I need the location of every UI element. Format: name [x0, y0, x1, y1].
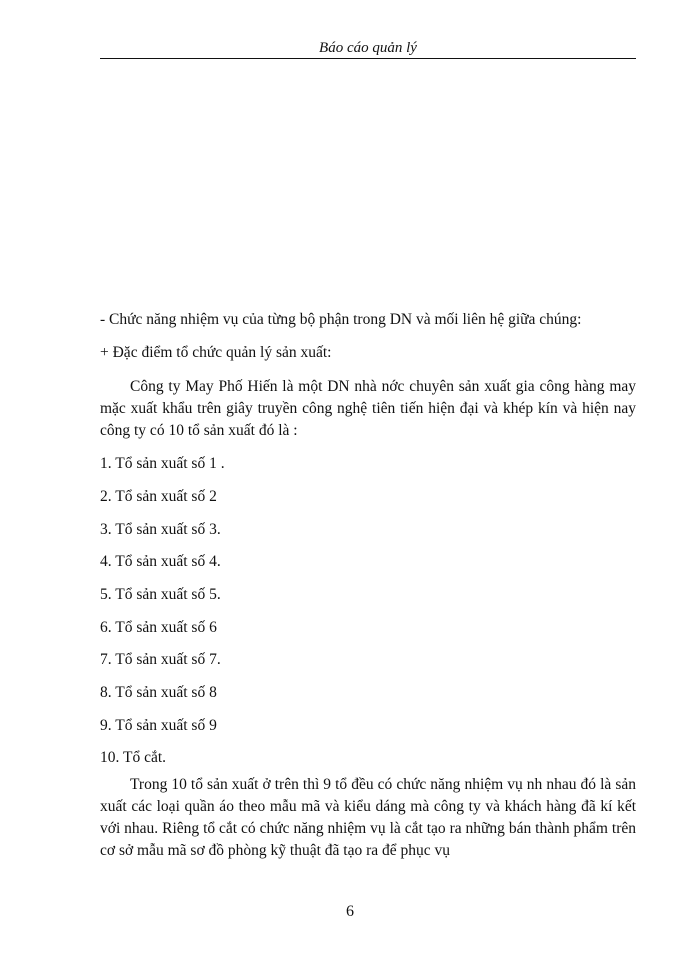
list-item: 3. Tổ sản xuất số 3. [100, 521, 221, 538]
page-number: 6 [346, 903, 354, 920]
list-item: 10. Tổ cắt. [100, 749, 167, 766]
list-item: 5. Tổ sản xuất số 5. [100, 586, 221, 603]
closing-paragraph: Trong 10 tổ sản xuất ở trên thì 9 tổ đều có chức năng nhiệm vụ nh nhau đó là sản xuất các loại quần áo theo mẫu mã và kiểu dáng mà công ty và khách hàng đã kí kết với nhau. Riêng tổ cắt có chức năng nhiệm vụ là cắt tạo ra những bán thành phẩm trên cơ sở mẫu mã sơ đồ phòng kỹ thuật đã tạo ra để phục vụ [100, 776, 636, 859]
list-item: 7. Tổ sản xuất số 7. [100, 651, 221, 668]
list-item: 9. Tổ sản xuất số 9 [100, 717, 217, 734]
list-item: 6. Tổ sản xuất số 6 [100, 619, 217, 636]
intro-paragraph: Công ty May Phố Hiến là một DN nhà nớc chuyên sản xuất gia công hàng may mặc xuất khẩu trên giây truyền công nghệ tiên tiến hiện đại và khép kín và hiện nay công ty có 10 tổ sản xuất đó là : [100, 378, 636, 439]
list-item: 8. Tổ sản xuất số 8 [100, 684, 217, 701]
list-item: 1. Tổ sản xuất số 1 . [100, 455, 225, 472]
page-header-title: Báo cáo quản lý [319, 40, 417, 56]
subheading: + Đặc điểm tổ chức quản lý sản xuất: [100, 344, 332, 361]
header-divider [100, 58, 636, 59]
section-line: - Chức năng nhiệm vụ của từng bộ phận trong DN và mối liên hệ giữa chúng: [100, 311, 582, 328]
list-item: 2. Tổ sản xuất số 2 [100, 488, 217, 505]
list-item: 4. Tổ sản xuất số 4. [100, 553, 221, 570]
